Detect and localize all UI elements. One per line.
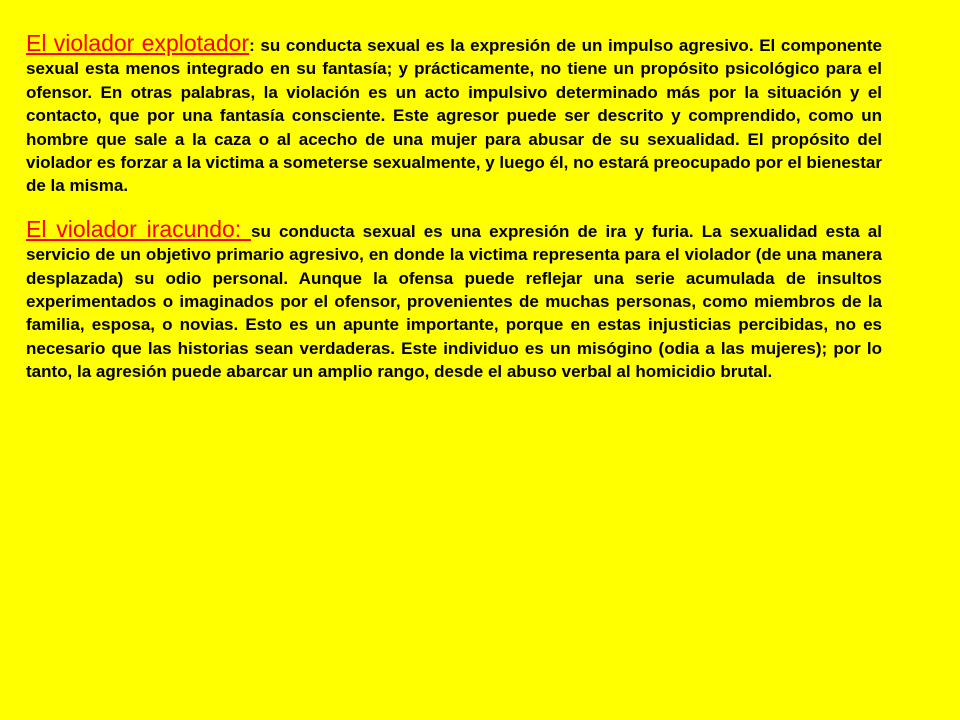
paragraph-violador-explotador [26, 32, 882, 198]
paragraph-text: : su conducta sexual es la expresión de un impulso agresivo. El componente sexual esta menos integrado en su fantasía; y prácticamente, no tiene un propósito psicológico para el ofensor. En otras palabras, la violación es un acto impulsivo determinado más por la situación y el contacto, que por una fantasía consciente. Este agresor puede ser descrito y comprendido, como un hombre que sale a la caza o al acecho de una mujer para abusar de su sexualidad. El propósito del violador es forzar a la victima a someterse sexualmente, y luego él, no estará preocupado por el bienestar de la misma. [26, 36, 882, 196]
term-violador-explotador: El violador explotador [26, 30, 250, 56]
term-violador-iracundo: El violador iracundo: [26, 215, 251, 242]
slide-content [26, 32, 882, 384]
paragraph-text: su conducta sexual es una expresión de ira y furia. La sexualidad esta al servicio de un objetivo primario agresivo, en donde la victima representa para el violador (de una manera desplazada) su odio personal. Aunque la ofensa puede reflejar una serie acumulada de insultos experimentados o imaginados por el ofensor, provenientes de muchas personas, como miembros de la familia, esposa, o novias. Esto es un apunte importante, porque en estas injusticias percibidas, no es necesario que las historias sean verdaderas. Este individuo es un misógino (odia a las mujeres); por lo tanto, la agresión puede abarcar un amplio rango, desde el abuso verbal al homicidio brutal. [26, 221, 882, 382]
paragraph-violador-iracundo [26, 215, 882, 384]
